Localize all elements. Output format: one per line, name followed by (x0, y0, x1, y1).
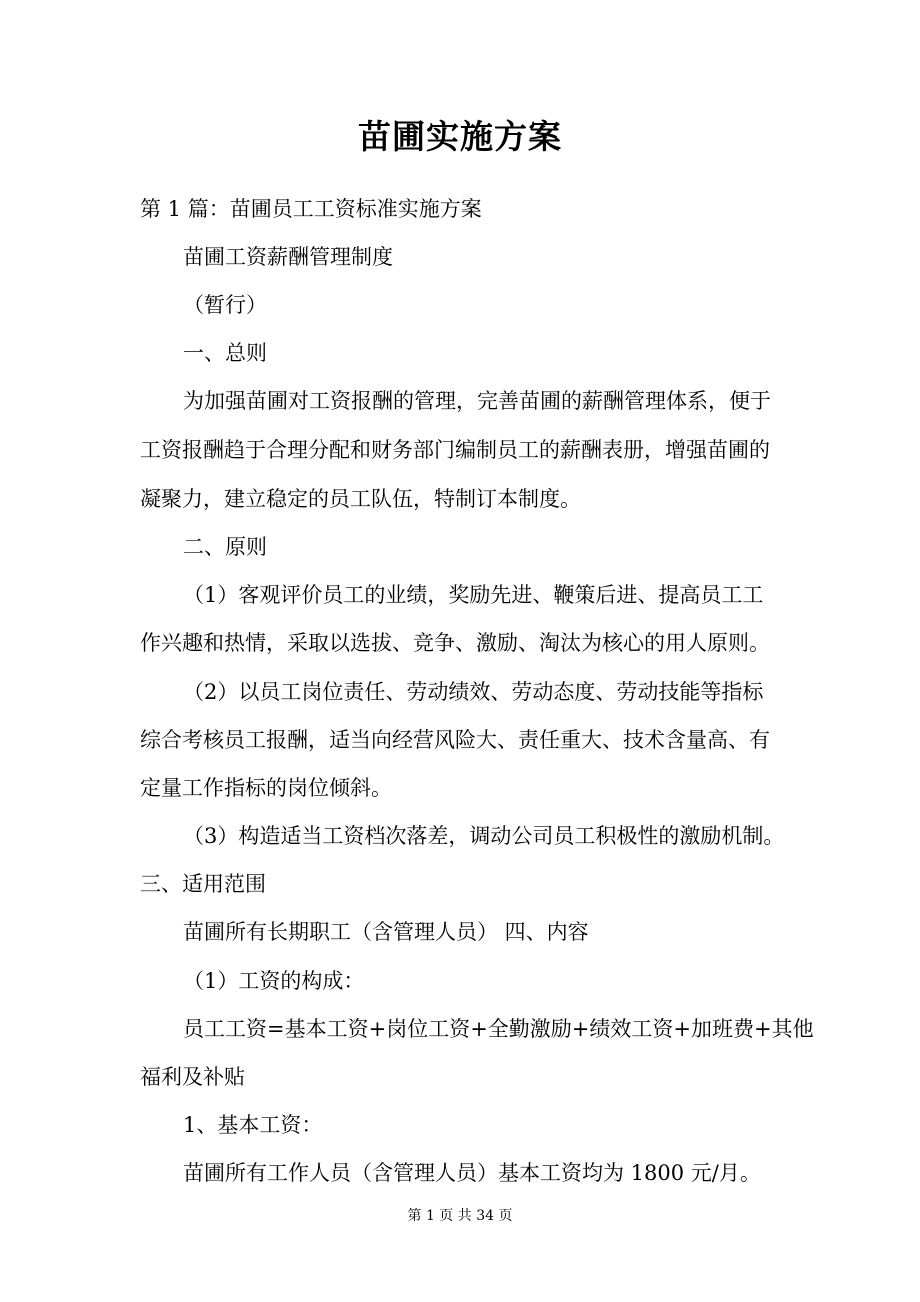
document-title: 苗圃实施方案 (358, 117, 562, 156)
paragraph-line: 为加强苗圃对工资报酬的管理，完善苗圃的薪酬管理体系，便于 (183, 389, 771, 413)
paragraph-line: 工资报酬趋于合理分配和财务部门编制员工的薪酬表册，增强苗圃的 (140, 438, 770, 462)
section-heading-scope: 三、适用范围 (140, 872, 266, 896)
paragraph-line: （1）客观评价员工的业绩，奖励先进、鞭策后进、提高员工工 (183, 583, 764, 607)
paragraph-line: （2）以员工岗位责任、劳动绩效、劳动态度、劳动技能等指标 (183, 680, 764, 704)
paragraph-line: （1）工资的构成： (183, 969, 365, 993)
paragraph-line: 作兴趣和热情，采取以选拔、竞争、激励、淘汰为核心的用人原则。 (140, 631, 770, 655)
paragraph-line: 员工工资=基本工资+岗位工资+全勤激励+绩效工资+加班费+其他 (183, 1017, 814, 1041)
paragraph-line: 苗圃所有长期职工（含管理人员） 四、内容 (183, 920, 589, 944)
paragraph-line: 定量工作指标的岗位倾斜。 (140, 776, 392, 800)
system-title: 苗圃工资薪酬管理制度 (183, 245, 393, 269)
section-heading-general: 一、总则 (183, 341, 267, 365)
provisional-note: （暂行） (183, 293, 267, 317)
paragraph-line: 凝聚力，建立稳定的员工队伍，特制订本制度。 (140, 487, 581, 511)
section-heading-principles: 二、原则 (183, 535, 267, 559)
page-footer: 第 1 页 共 34 页 (407, 1208, 513, 1224)
paragraph-line: 福利及补贴 (140, 1065, 245, 1089)
paragraph-line: 苗圃所有工作人员（含管理人员）基本工资均为 1800 元/月。 (183, 1161, 761, 1185)
subsection-heading: 1、基本工资： (183, 1113, 323, 1137)
chapter-heading: 第 1 篇：苗圃员工工资标准实施方案 (140, 197, 482, 221)
paragraph-line: 综合考核员工报酬，适当向经营风险大、责任重大、技术含量高、有 (140, 728, 770, 752)
paragraph-line: （3）构造适当工资档次落差，调动公司员工积极性的激励机制。 (183, 824, 785, 848)
